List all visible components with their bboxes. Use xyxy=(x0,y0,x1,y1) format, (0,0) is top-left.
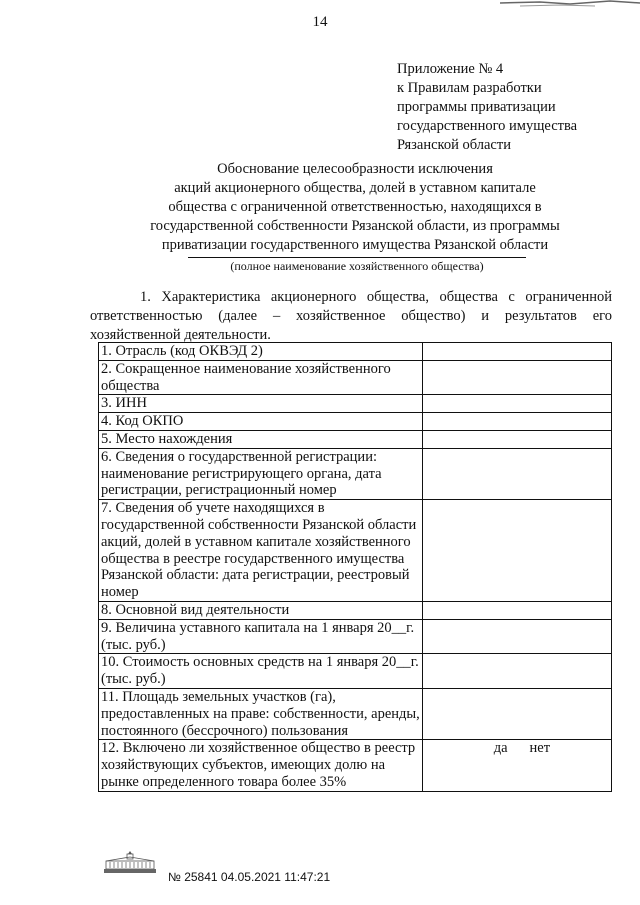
row-label: 1. Отрасль (код ОКВЭД 2) xyxy=(99,343,423,361)
row-value-cell xyxy=(422,619,611,654)
table-row xyxy=(99,601,612,619)
table-row xyxy=(99,430,612,448)
row-value-cell xyxy=(422,395,611,413)
yes-no-options xyxy=(425,740,609,757)
company-name-caption: (полное наименование хозяйственного общества) xyxy=(230,259,484,273)
appendix-line: к Правилам разработки xyxy=(397,80,542,96)
scan-edge-mark xyxy=(500,0,640,8)
row-label: 9. Величина уставного капитала на 1 января 20__г. (тыс. руб.) xyxy=(99,619,423,654)
table-row xyxy=(99,395,612,413)
row-value-cell xyxy=(422,654,611,689)
table-row xyxy=(99,343,612,361)
company-name-blank-line xyxy=(188,257,526,258)
row-label: 3. ИНН xyxy=(99,395,423,413)
row-value-cell xyxy=(422,740,611,791)
table-row xyxy=(99,448,612,499)
answer-yes: да xyxy=(493,740,508,757)
answer-no: нет xyxy=(529,740,551,757)
row-value-cell xyxy=(422,343,611,361)
table-row xyxy=(99,619,612,654)
appendix-header xyxy=(397,60,577,155)
row-label: 6. Сведения о государственной регистрации: наименование регистрирующего органа, дата регистрации, регистрационный номер xyxy=(99,448,423,499)
row-value-cell xyxy=(422,601,611,619)
title-line: государственной собственности Рязанской области, из программы xyxy=(150,218,560,234)
appendix-line: Приложение № 4 xyxy=(397,61,504,77)
characteristics-table xyxy=(98,342,612,792)
page-number: 14 xyxy=(312,14,328,30)
row-label: 11. Площадь земельных участков (га), предоставленных на праве: собственности, аренды, постоянного (бессрочного) пользования xyxy=(99,688,423,739)
registration-stamp: № 25841 04.05.2021 11:47:21 xyxy=(168,870,331,884)
section-line: ответственностью (далее – хозяйственное общество) и результатов его xyxy=(90,308,612,324)
appendix-line: Рязанской области xyxy=(397,137,511,153)
row-label: 10. Стоимость основных средств на 1 января 20__г. (тыс. руб.) xyxy=(99,654,423,689)
row-value-cell xyxy=(422,360,611,395)
table-row xyxy=(99,740,612,791)
row-label: 4. Код ОКПО xyxy=(99,413,423,431)
row-label: 12. Включено ли хозяйственное общество в реестр хозяйствующих субъектов, имеющих долю на рынке определенного товара более 35% xyxy=(99,740,423,791)
row-value-cell xyxy=(422,430,611,448)
row-label: 8. Основной вид деятельности xyxy=(99,601,423,619)
title-line: акций акционерного общества, долей в уставном капитале xyxy=(174,180,536,196)
section-1-text xyxy=(90,288,612,345)
table-row xyxy=(99,413,612,431)
row-value-cell xyxy=(422,413,611,431)
table-row xyxy=(99,688,612,739)
row-label: 5. Место нахождения xyxy=(99,430,423,448)
row-value-cell xyxy=(422,500,611,602)
appendix-line: программы приватизации xyxy=(397,99,556,115)
table-row xyxy=(99,360,612,395)
title-line: общества с ограниченной ответственностью, находящихся в xyxy=(168,199,542,215)
row-value-cell xyxy=(422,448,611,499)
section-line: хозяйственной деятельности. xyxy=(90,327,271,343)
section-line: 1. Характеристика акционерного общества, общества с ограниченной xyxy=(140,289,612,305)
row-value-cell xyxy=(422,688,611,739)
row-label: 7. Сведения об учете находящихся в государственной собственности Рязанской области акций, долей в уставном капитале хозяйственного общества в реестре государственного имущества Рязанской области: дата регистрации, реестровый номер xyxy=(99,500,423,602)
row-label: 2. Сокращенное наименование хозяйственного общества xyxy=(99,360,423,395)
appendix-line: государственного имущества xyxy=(397,118,578,134)
table-row xyxy=(99,654,612,689)
document-title xyxy=(120,160,590,255)
table-row xyxy=(99,500,612,602)
title-line: Обоснование целесообразности исключения xyxy=(217,161,493,177)
government-building-logo xyxy=(102,850,158,874)
title-line: приватизации государственного имущества Рязанской области xyxy=(161,237,549,253)
